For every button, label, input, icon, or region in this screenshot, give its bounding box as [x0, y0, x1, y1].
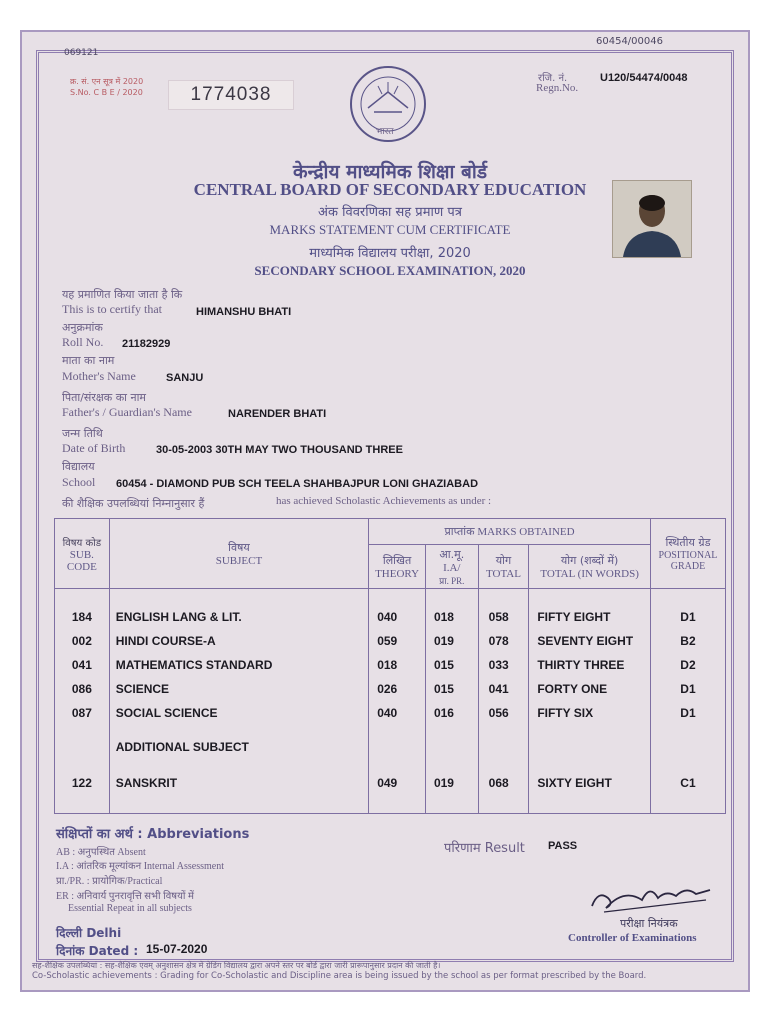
theory-cell: 040	[377, 706, 398, 720]
subject-cell: SCIENCE	[115, 682, 170, 696]
spacer	[434, 725, 477, 771]
theory-cell: 026	[377, 682, 398, 696]
spacer	[56, 725, 108, 771]
theory-cell: 018	[377, 658, 398, 672]
theory-cell: 040	[377, 610, 398, 624]
grade-cell: B2	[680, 634, 696, 648]
seal-text: भारत	[376, 127, 394, 137]
co-scholastic-note-hi: सह-शैक्षिक उपलब्धियां : सह-शैक्षिक एवम् अनुशासन क्षेत्र में ग्रेडिंग विद्यालय द्वारा अपने स्तर पर बोर्ड द्वारा जारी प्रारूपानुसार प्रदान की जाती है।	[32, 961, 441, 970]
doc-title-hindi: अंक विवरणिका सह प्रमाण पत्र	[318, 205, 462, 220]
board-name-english: CENTRAL BOARD OF SECONDARY EDUCATION	[193, 180, 587, 199]
header-total	[478, 545, 529, 589]
header-ia	[425, 545, 478, 589]
total-cell: 056	[488, 706, 509, 720]
col-ia	[425, 589, 478, 814]
words-cell: FORTY ONE	[537, 682, 608, 696]
code-cell: 086	[71, 682, 92, 696]
roll-label-hi: अनुक्रमांक	[62, 321, 103, 334]
marks-table	[54, 518, 726, 814]
header-marks-en: MARKS OBTAINED	[477, 526, 575, 538]
header-theory-en: THEORY	[375, 568, 420, 580]
ia-cell: 018	[433, 610, 454, 624]
col-codes	[55, 589, 110, 814]
stamp-number: 1774038	[168, 80, 294, 110]
abbreviations-title: संक्षिप्तों का अर्थ : Abbreviations	[56, 827, 250, 842]
code-cell: 002	[71, 634, 92, 648]
table-body-row	[55, 589, 726, 814]
student-name: HIMANSHU BHATI	[196, 306, 292, 318]
header-marks-obtained	[369, 519, 651, 545]
dated-value: 15-07-2020	[146, 942, 208, 956]
theory-cell: 059	[377, 634, 398, 648]
student-photo	[612, 180, 692, 258]
col-words	[529, 589, 651, 814]
header-grade-en-2: GRADE	[670, 561, 706, 572]
header-total-words	[529, 545, 651, 589]
roll-label-en: Roll No.	[62, 335, 104, 349]
header-subject-hi: विषय	[228, 541, 250, 554]
ia-cell: 019	[433, 634, 454, 648]
words-cell: FIFTY EIGHT	[537, 610, 611, 624]
subject-cell: MATHEMATICS STANDARD	[115, 658, 273, 672]
header-ia-en-2: प्रा. PR.	[439, 575, 465, 586]
ia-cell: 016	[433, 706, 454, 720]
grade-cell: D1	[680, 610, 696, 624]
subject-cell: SOCIAL SCIENCE	[115, 706, 218, 720]
abbr-essential-repeat-en: Essential Repeat in all subjects	[68, 903, 192, 914]
code-cell: 041	[71, 658, 92, 672]
words-cell: THIRTY THREE	[537, 658, 625, 672]
header-theory-hi: लिखित	[382, 554, 412, 567]
mother-label-en: Mother's Name	[62, 369, 136, 383]
additional-subject-label: ADDITIONAL SUBJECT	[115, 740, 249, 754]
spacer	[489, 725, 528, 771]
dob-label-hi: जन्म तिथि	[62, 427, 103, 440]
total-cell: 058	[488, 610, 509, 624]
mother-name: SANJU	[166, 372, 204, 384]
col-total	[478, 589, 529, 814]
code-cell: 122	[71, 776, 92, 790]
achievement-label-en: has achieved Scholastic Achievements as under :	[276, 495, 492, 507]
header-code-en-1: SUB.	[69, 548, 94, 561]
doc-title-english: MARKS STATEMENT CUM CERTIFICATE	[269, 222, 511, 237]
father-label-hi: पिता/संरक्षक का नाम	[62, 391, 147, 404]
achievement-label-hi: की शैक्षिक उपलब्धियां निम्नानुसार हैं	[62, 497, 205, 510]
board-name-hindi: केन्द्रीय माध्यमिक शिक्षा बोर्ड	[293, 161, 487, 183]
grade-cell: D1	[680, 706, 696, 720]
regn-label-en: Regn.No.	[536, 82, 579, 94]
header-grade	[650, 519, 725, 589]
regn-label-hi: रजि. नं.	[538, 73, 568, 84]
code-cell: 087	[71, 706, 92, 720]
grade-cell: D2	[680, 658, 696, 672]
col-grade	[650, 589, 725, 814]
place-label: दिल्ली Delhi	[56, 926, 122, 940]
co-scholastic-note-en: Co-Scholastic achievements : Grading for Co-Scholastic and Discipline area is being issued by the school as per format prescribed by the Board.	[32, 971, 647, 981]
header-ia-en-1: I.A/	[443, 561, 461, 574]
header-words-en: TOTAL (IN WORDS)	[540, 568, 639, 580]
school-label-hi: विद्यालय	[62, 460, 95, 473]
dated-label: दिनांक Dated :	[56, 944, 139, 958]
code-cell: 184	[71, 610, 92, 624]
theory-cell: 049	[377, 776, 398, 790]
abbr-essential-repeat-hi: ER : अनिवार्य पुनरावृत्ति सभी विषयों में	[56, 891, 194, 902]
header-grade-en-1: POSITIONAL	[658, 550, 718, 561]
header-subject	[109, 519, 368, 589]
school-name: 60454 - DIAMOND PUB SCH TEELA SHAHBAJPUR LONI GHAZIABAD	[116, 478, 479, 490]
total-cell: 078	[488, 634, 509, 648]
header-marks-hi: प्राप्तांक	[444, 525, 475, 538]
father-label-en: Father's / Guardian's Name	[62, 405, 192, 419]
co-scholastic-note	[32, 960, 732, 981]
header-sub-code	[55, 519, 110, 589]
school-label-en: School	[62, 475, 96, 489]
abbr-practical: प्रा./PR. : प्रायोगिक/Practical	[56, 876, 163, 887]
exam-title-english: SECONDARY SCHOOL EXAMINATION, 2020	[254, 263, 526, 278]
header-code-en-2: CODE	[66, 560, 97, 573]
ia-cell: 019	[433, 776, 454, 790]
regn-number: U120/54474/0048	[600, 72, 688, 84]
words-cell: SEVENTY EIGHT	[537, 634, 634, 648]
father-name: NARENDER BHATI	[228, 408, 327, 420]
spacer	[652, 725, 724, 771]
grade-cell: C1	[680, 776, 696, 790]
red-serial-line-1: क्र. सं. एन सूत्र में 2020	[70, 77, 144, 86]
spacer	[377, 725, 424, 771]
date-of-birth: 30-05-2003 30TH MAY TWO THOUSAND THREE	[156, 444, 403, 456]
mother-label-hi: माता का नाम	[62, 354, 115, 367]
words-cell: SIXTY EIGHT	[537, 776, 612, 790]
serial-top-left: 069121	[64, 48, 99, 58]
ia-cell: 015	[433, 658, 454, 672]
table-header-row	[55, 519, 726, 545]
certify-label-en: This is to certify that	[62, 302, 162, 316]
col-theory	[369, 589, 426, 814]
col-subjects	[109, 589, 368, 814]
total-cell: 033	[488, 658, 509, 672]
abbr-absent: AB : अनुपस्थित Absent	[56, 847, 146, 858]
ia-cell: 015	[433, 682, 454, 696]
subject-cell: SANSKRIT	[115, 776, 178, 790]
header-subject-en: SUBJECT	[215, 555, 263, 567]
header-code-hi: विषय कोड	[62, 537, 102, 549]
student-portrait-icon	[613, 181, 691, 257]
header-grade-hi: स्थितीय ग्रेड	[665, 536, 711, 549]
serial-top-right: 60454/00046	[596, 36, 663, 47]
spacer	[537, 725, 649, 771]
words-cell: FIFTY SIX	[537, 706, 594, 720]
controller-title-hi: परीक्षा नियंत्रक	[620, 917, 678, 930]
subject-cell: HINDI COURSE-A	[115, 634, 216, 648]
exam-title-hindi: माध्यमिक विद्यालय परीक्षा, 2020	[309, 246, 471, 261]
header-ia-hi: आ.मू.	[439, 547, 465, 561]
grade-cell: D1	[680, 682, 696, 696]
roll-number: 21182929	[122, 338, 171, 350]
result-value: PASS	[548, 840, 578, 852]
subject-cell: ENGLISH LANG & LIT.	[115, 610, 242, 624]
controller-title-en: Controller of Examinations	[568, 932, 697, 944]
result-label: परिणाम Result	[444, 841, 525, 856]
header-total-en: TOTAL	[485, 568, 521, 580]
header-words-hi: योग (शब्दों में)	[560, 554, 619, 567]
controller-signature-icon	[584, 876, 714, 916]
dob-label-en: Date of Birth	[62, 441, 126, 455]
certify-label-hi: यह प्रमाणित किया जाता है कि	[62, 288, 183, 301]
red-serial-line-2: S.No. C B E / 2020	[70, 88, 143, 97]
header-theory	[369, 545, 426, 589]
header-total-hi: योग	[495, 554, 512, 567]
total-cell: 068	[488, 776, 509, 790]
total-cell: 041	[488, 682, 509, 696]
abbr-internal-assessment: I.A : आंतरिक मूल्यांकन Internal Assessment	[56, 861, 224, 872]
